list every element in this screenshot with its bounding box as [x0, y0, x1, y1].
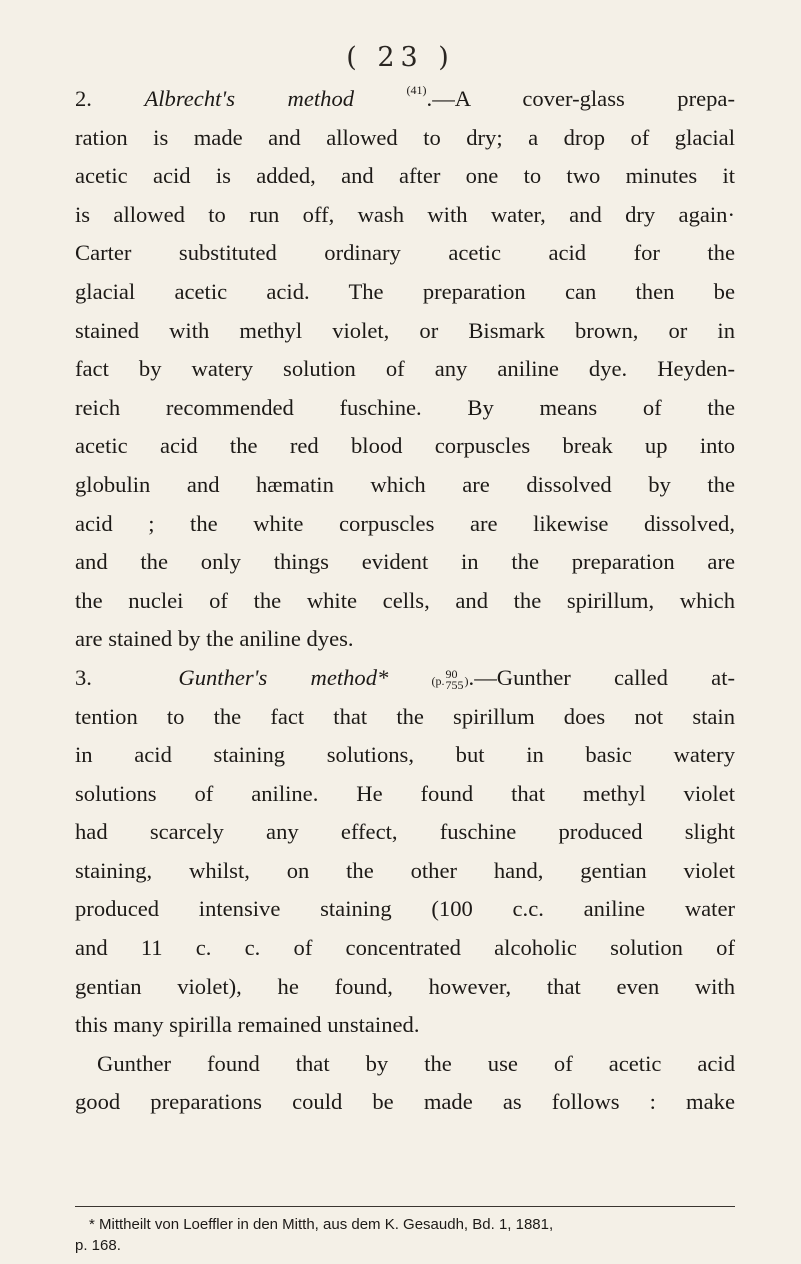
- section-2-line: is allowed to run off, wash with water, and dry again·: [75, 201, 735, 227]
- section-2-line: acetic acid is added, and after one to two minutes it: [75, 163, 735, 189]
- section-3-heading-line: [75, 659, 735, 698]
- section-2-title: Albrecht's method: [144, 86, 355, 111]
- section-2-line: the nuclei of the white cells, and the spirillum, which: [75, 587, 735, 613]
- section-2-heading-line: [75, 80, 735, 119]
- body-text: [75, 80, 735, 1122]
- section-3-line: gentian violet), he found, however, that even with: [75, 973, 735, 999]
- section-2-line: stained with methyl violet, or Bismark brown, or in: [75, 317, 735, 343]
- section-2-line: glacial acetic acid. The preparation can then be: [75, 278, 735, 304]
- section-3-line: this many spirilla remained unstained.: [75, 1012, 420, 1038]
- section-3-ref: (p. 90 755 ): [431, 666, 469, 692]
- section-2-line: acid ; the white corpuscles are likewise dissolved,: [75, 510, 735, 536]
- section-2-line: are stained by the aniline dyes.: [75, 626, 354, 652]
- section-3-line: produced intensive staining (100 c.c. aniline water: [75, 896, 735, 922]
- section-2-ref: (41): [406, 83, 427, 97]
- section-2-number: 2.: [75, 86, 92, 111]
- section-3-title: Gunther's method*: [178, 664, 389, 690]
- section-3-line: staining, whilst, on the other hand, gentian violet: [75, 857, 735, 883]
- section-2-line: globulin and hæmatin which are dissolved by the: [75, 471, 735, 497]
- section-2-line: Carter substituted ordinary acetic acid for the: [75, 240, 735, 266]
- section-3-ref-den: 755: [445, 677, 464, 692]
- footnote-line: * Mittheilt von Loeffler in den Mitth, aus dem K. Gesaudh, Bd. 1, 1881,: [89, 1216, 554, 1233]
- section-3-line: in acid staining solutions, but in basic watery: [75, 742, 735, 768]
- section-2-line: acetic acid the red blood corpuscles break up into: [75, 433, 735, 459]
- section-3-line: tention to the fact that the spirillum does not stain: [75, 703, 735, 729]
- section-2-line: and the only things evident in the preparation are: [75, 549, 735, 575]
- section-3-ref-num: 90: [445, 666, 458, 681]
- section-2-line: reich recommended fuschine. By means of the: [75, 394, 735, 420]
- section-3-number: 3.: [75, 664, 92, 690]
- section-2-line: fact by watery solution of any aniline dye. Heyden-: [75, 356, 735, 382]
- section-3-line: solutions of aniline. He found that methyl violet: [75, 780, 735, 806]
- section-3-first-tail: .—Gunther called at-: [468, 664, 736, 690]
- page-number: ( 23 ): [346, 42, 455, 73]
- section-3-line: and 11 c. c. of concentrated alcoholic solution of: [75, 935, 735, 961]
- footnote: [75, 1214, 735, 1256]
- section-3-line: had scarcely any effect, fuschine produced slight: [75, 819, 735, 845]
- footnote-line: p. 168.: [75, 1237, 121, 1254]
- section-2-line-0: .—A cover-glass prepa-: [426, 86, 735, 111]
- footnote-divider: [75, 1206, 735, 1207]
- paragraph-line: good preparations could be made as follows : make: [75, 1089, 735, 1115]
- section-2-line: ration is made and allowed to dry; a drop of glacial: [75, 124, 735, 150]
- paragraph-line: Gunther found that by the use of acetic acid: [97, 1050, 735, 1076]
